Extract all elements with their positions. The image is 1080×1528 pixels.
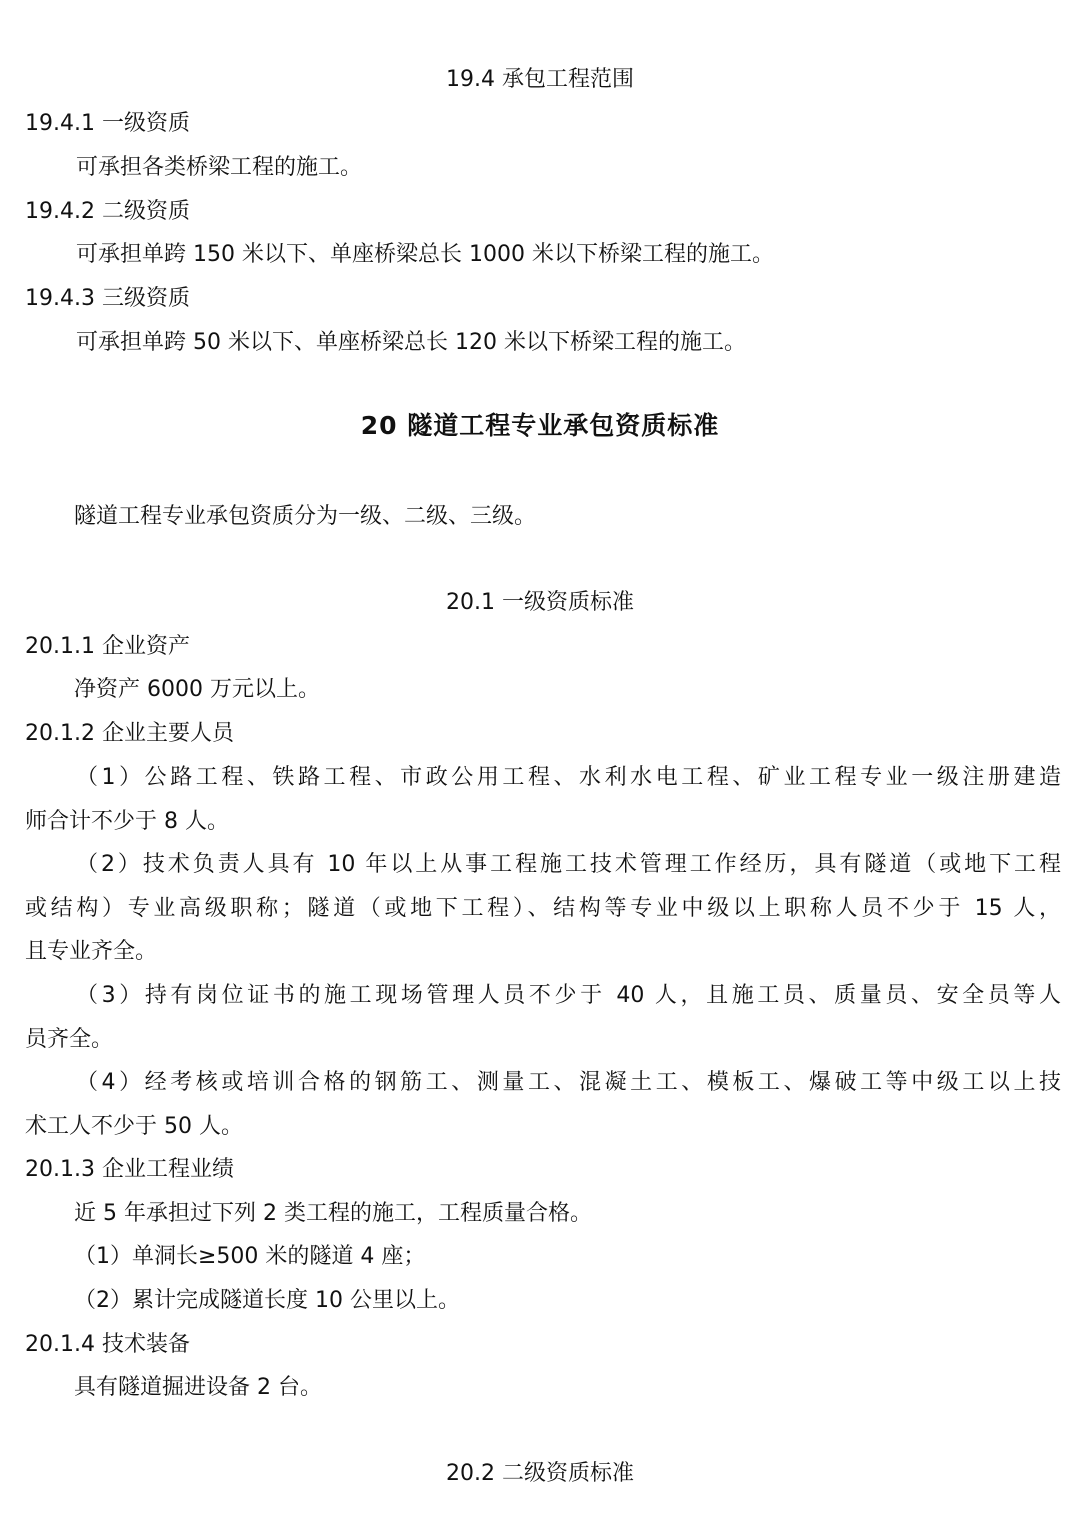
paragraph: 且专业齐全。 xyxy=(25,939,158,964)
paragraph: 可承担单跨 50 米以下、单座桥梁总长 120 米以下桥梁工程的施工。 xyxy=(76,330,746,355)
heading-20-1-4: 20.1.4 技术装备 xyxy=(25,1332,190,1357)
list-item: （1）单洞长≥500 米的隧道 4 座； xyxy=(74,1244,426,1269)
paragraph: 或结构）专业高级职称；隧道（或地下工程）、结构等专业中级以上职称人员不少于 15 人， xyxy=(25,896,1061,921)
paragraph: （2）技术负责人具有 10 年以上从事工程施工技术管理工作经历，具有隧道（或地下工程 xyxy=(76,852,1061,877)
paragraph: 近 5 年承担过下列 2 类工程的施工，工程质量合格。 xyxy=(74,1201,592,1226)
chapter-title-20: 20 隧道工程专业承包资质标准 xyxy=(360,411,720,440)
list-item: （2）累计完成隧道长度 10 公里以上。 xyxy=(74,1288,460,1313)
heading-19-4-3: 19.4.3 三级资质 xyxy=(25,286,190,311)
paragraph: （1）公路工程、铁路工程、市政公用工程、水利水电工程、矿业工程专业一级注册建造 xyxy=(76,765,1061,790)
paragraph: 隧道工程专业承包资质分为一级、二级、三级。 xyxy=(74,504,537,529)
heading-19-4-2: 19.4.2 二级资质 xyxy=(25,199,190,224)
paragraph: 可承担各类桥梁工程的施工。 xyxy=(76,155,363,180)
paragraph: 具有隧道掘进设备 2 台。 xyxy=(74,1375,322,1400)
paragraph: 员齐全。 xyxy=(25,1027,114,1052)
section-title-20-1: 20.1 一级资质标准 xyxy=(446,590,634,615)
paragraph: （3）持有岗位证书的施工现场管理人员不少于 40 人，且施工员、质量员、安全员等人 xyxy=(76,983,1061,1008)
section-title-20-2: 20.2 二级资质标准 xyxy=(446,1461,634,1486)
heading-20-1-2: 20.1.2 企业主要人员 xyxy=(25,721,234,746)
paragraph: （4）经考核或培训合格的钢筋工、测量工、混凝土工、模板工、爆破工等中级工以上技 xyxy=(76,1070,1061,1095)
paragraph: 师合计不少于 8 人。 xyxy=(25,809,229,834)
heading-20-1-3: 20.1.3 企业工程业绩 xyxy=(25,1157,234,1182)
paragraph: 术工人不少于 50 人。 xyxy=(25,1114,243,1139)
paragraph: 净资产 6000 万元以上。 xyxy=(74,677,320,702)
heading-19-4-1: 19.4.1 一级资质 xyxy=(25,111,190,136)
heading-20-1-1: 20.1.1 企业资产 xyxy=(25,634,190,659)
section-title-19-4: 19.4 承包工程范围 xyxy=(446,67,634,92)
paragraph: 可承担单跨 150 米以下、单座桥梁总长 1000 米以下桥梁工程的施工。 xyxy=(76,242,774,267)
